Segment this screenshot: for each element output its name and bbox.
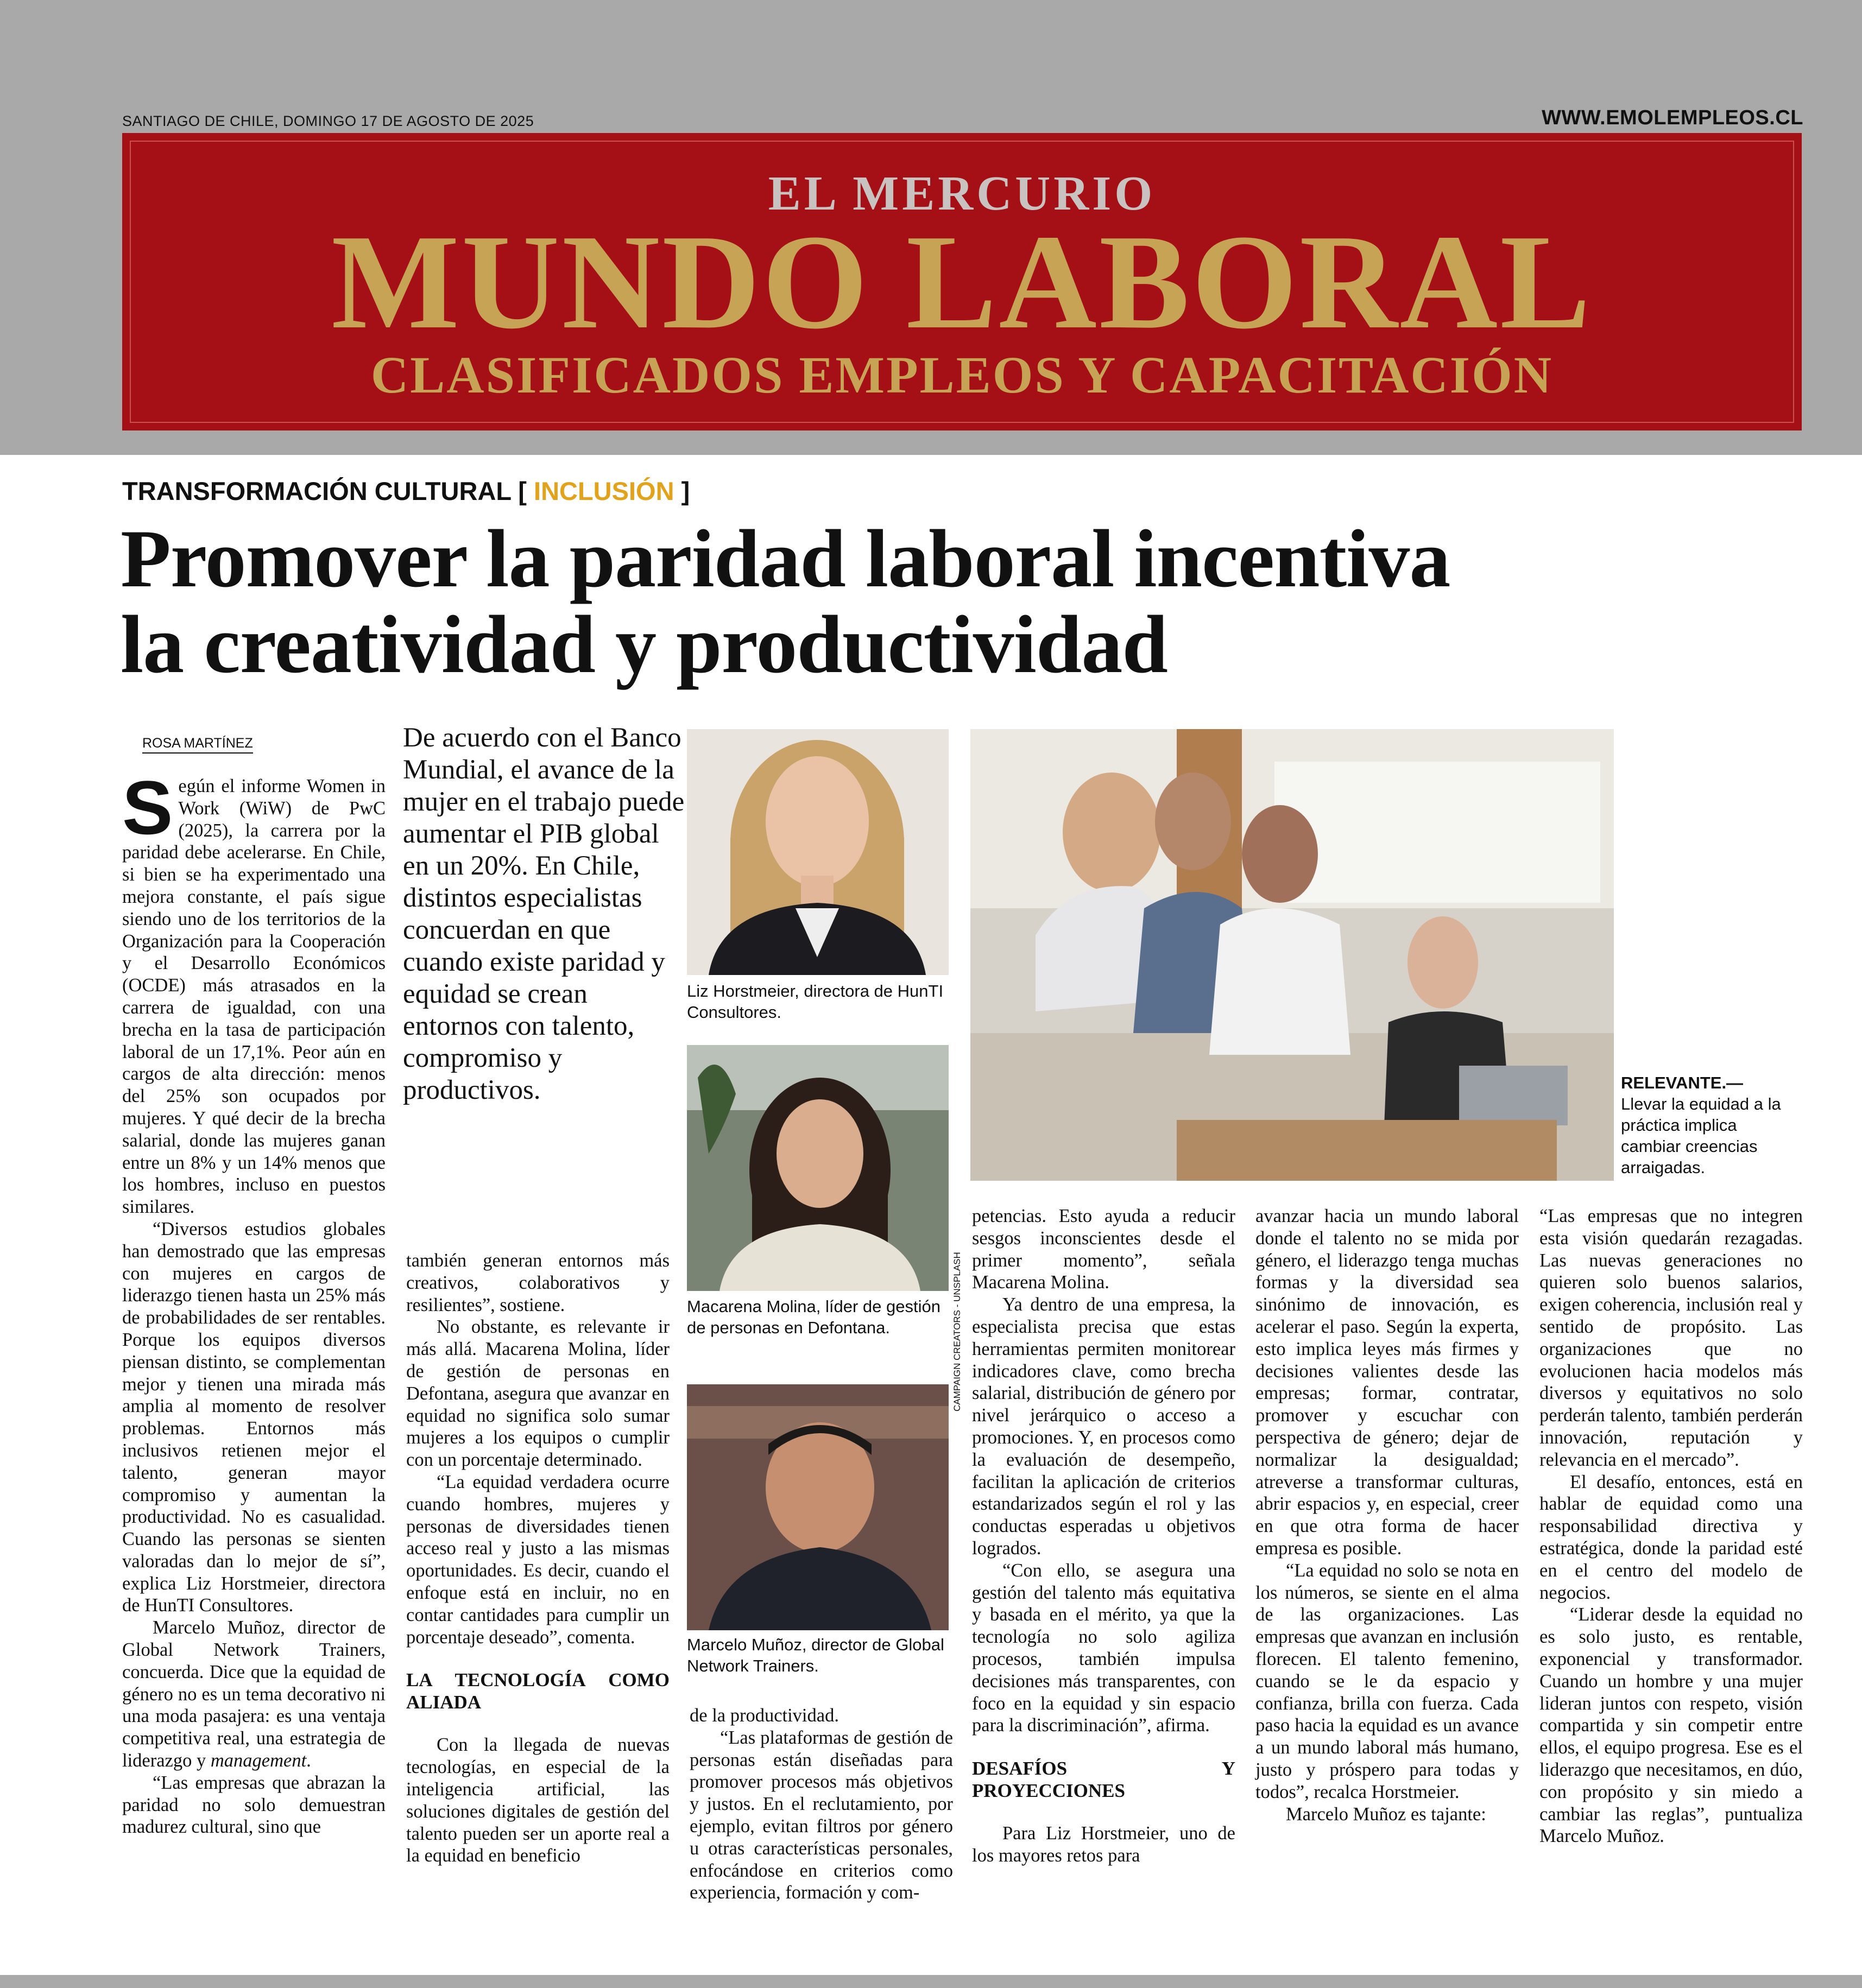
paragraph: “La equidad no solo se nota en los números, se siente en el alma de las organizaciones. Las empresas que avanzan en inclusión florecen. El talento femenino, cuando se le da espacio y confianza, brilla con fuerza. Cada paso hacia la equidad es un avance a un mundo laboral más humano, justo y próspero para todas y todos”, recalca Horstmeier. bbox=[1255, 1560, 1519, 1802]
subheading: LA TECNOLOGÍA COMO ALIADA bbox=[406, 1669, 670, 1713]
caption-text: Llevar la equidad a la práctica implica cambiar creencias arraigadas. bbox=[1621, 1094, 1781, 1177]
headline-line-1: Promover la paridad laboral incentiva bbox=[121, 513, 1450, 604]
paragraph: Para Liz Horstmeier, uno de los mayores retos para bbox=[972, 1823, 1235, 1866]
paragraph: No obstante, es relevante ir más allá. Macarena Molina, líder de gestión de personas en Defontana, asegura que avanzar en equidad no significa solo sumar mujeres a los equipos o cumplir con un porcentaje determinado. bbox=[406, 1316, 670, 1471]
paragraph: El desafío, entonces, está en hablar de equidad como una responsabilidad directiva y estratégica, donde la paridad esté en el centro del modelo de negocios. bbox=[1539, 1471, 1803, 1603]
paragraph: petencias. Esto ayuda a reducir sesgos inconscientes desde el primer momento”, señala Macarena Molina. bbox=[972, 1206, 1235, 1293]
column-3 bbox=[690, 1705, 953, 1904]
drop-cap: S bbox=[122, 765, 173, 850]
paragraph: “Las empresas que no integren esta visión quedarán rezagadas. Las nuevas generaciones no quieren solo buenos salarios, exigen coherencia, inclusión real y sentido de propósito. Las organizaciones que no evolucionen hacia modelos más diversos y equitativos no solo perderán talento, también perderán innovación, reputación y relevancia en el mercado”. bbox=[1539, 1206, 1803, 1470]
paragraph: “Con ello, se asegura una gestión del talento más equitativa y basada en el mérito, ya que la tecnología no solo agiliza procesos, también impulsa decisiones más transparentes, con foco en la equidad y sin espacio para la discriminación”, afirma. bbox=[972, 1560, 1235, 1736]
subheading: DESAFÍOS Y PROYECCIONES bbox=[972, 1758, 1235, 1802]
kicker-open-bracket: [ bbox=[511, 477, 534, 505]
kicker bbox=[122, 476, 690, 506]
column-5 bbox=[1255, 1205, 1519, 1825]
paragraph: avanzar hacia un mundo laboral donde el talento no se mida por género, el liderazgo tenga muchas formas y la diversidad sea sinónimo de innovación, es acelerar el paso. Según la experta, esto implica leyes más firmes y decisiones valientes desde las empresas; formar, contratar, promover y escuchar con perspectiva de género; dejar de normalizar la desigualdad; atreverse a transformar culturas, abrir espacios y, en especial, creer en que otra forma de hacer empresa es posible. bbox=[1255, 1206, 1519, 1559]
paragraph: “Las plataformas de gestión de personas están diseñadas para promover procesos más objetivos y justos. En el reclutamiento, por ejemplo, evitan filtros por género u otras características personales, enfocándose en criterios como experiencia, formación y com- bbox=[690, 1727, 953, 1903]
paragraph: Según el informe Women in Work (WiW) de PwC (2025), la carrera por la paridad debe acelerarse. En Chile, si bien se ha experimentado una mejora constante, el país sigue siendo uno de los territorios de la Organización para la Cooperación y el Desarrollo Económicos (OCDE) más atrasados en la carrera de igualdad, con una brecha en la tasa de participación laboral de un 17,1%. Peor aún en cargos de alta dirección: menos del 25% son ocupados por mujeres. Y qué decir de la brecha salarial, donde las mujeres ganan entre un 8% y un 14% menos que los hombres, incluso en puestos similares. bbox=[122, 765, 386, 1218]
paragraph: Marcelo Muñoz es tajante: bbox=[1286, 1803, 1486, 1825]
office-team-photo-icon bbox=[970, 729, 1614, 1181]
caption-marcelo: Marcelo Muñoz, director de Global Network Trainers. bbox=[687, 1635, 944, 1675]
column-6 bbox=[1539, 1205, 1803, 1847]
paragraph: Marcelo Muñoz, director de Global Network Trainers, concuerda. Dice que la equidad de género no es un tema decorativo ni una moda pasajera: es una ventaja competitiva real, una estrategia de liderazgo y management. bbox=[122, 1617, 386, 1771]
column-2 bbox=[406, 1250, 670, 1867]
photo-team-meeting bbox=[970, 729, 1614, 1181]
paragraph: “Diversos estudios globales han demostrado que las empresas con mujeres en cargos de liderazgo tienen hasta un 25% más de probabilidades de ser rentables. Porque los equipos diversos piensan distinto, se complementan mejor y tienen una mirada más amplia al momento de resolver problemas. Entornos más inclusivos retienen mejor el talento, generan mayor compromiso y aumentan la productividad. No es casualidad. Cuando las personas se sienten valoradas dan lo mejor de sí”, explica Liz Horstmeier, directora de HunTI Consultores. bbox=[122, 1218, 386, 1616]
column-4 bbox=[972, 1205, 1235, 1867]
paragraph: Ya dentro de una empresa, la especialista precisa que estas herramientas permiten monitorear indicadores clave, como brecha salarial, distribución de género por nivel jerárquico o acceso a promociones. Y, en procesos como la evaluación de desempeño, facilitan la aplicación de criterios estandarizados según el rol y las conductas esperadas u objetivos logrados. bbox=[972, 1294, 1235, 1559]
section-subtitle: CLASIFICADOS EMPLEOS Y CAPACITACIÓN bbox=[370, 346, 1554, 404]
photo-marcelo-munoz bbox=[687, 1384, 949, 1630]
headline bbox=[121, 513, 1831, 691]
caption-liz: Liz Horstmeier, directora de HunTI Consultores. bbox=[687, 982, 944, 1022]
byline: ROSA MARTÍNEZ bbox=[142, 736, 253, 754]
photo-liz-horstmeier bbox=[687, 729, 949, 975]
brand-name: EL MERCURIO bbox=[768, 167, 1156, 220]
paragraph: “La equidad verdadera ocurre cuando hombres, mujeres y personas de diversidades tienen acceso real y justo a las mismas oportunidades. Es decir, cuando el enfoque está en incluir, no en contar cantidades para cumplir un porcentaje deseado”, comenta. bbox=[406, 1471, 670, 1648]
headline-line-2: la creatividad y productividad bbox=[121, 599, 1167, 691]
portrait-man-icon bbox=[687, 1384, 949, 1630]
kicker-close-bracket: ] bbox=[674, 477, 690, 505]
section-title: MUNDO LABORAL bbox=[331, 207, 1593, 357]
kicker-tag: INCLUSIÓN bbox=[534, 477, 674, 505]
portrait-woman-icon bbox=[687, 729, 949, 975]
paragraph: de la productividad. bbox=[690, 1705, 839, 1726]
caption-macarena: Macarena Molina, líder de gestión de personas en Defontana. bbox=[687, 1297, 941, 1337]
paragraph: también generan entornos más creativos, colaborativos y resilientes”, sostiene. bbox=[406, 1250, 670, 1315]
pull-quote: De acuerdo con el Banco Mundial, el avance de la mujer en el trabajo puede aumentar el PIB global en un 20%. En Chile, distintos especialistas concuerdan en que cuando existe paridad y equidad se crean entornos con talento, compromiso y productivos. bbox=[403, 723, 685, 1105]
column-1 bbox=[122, 765, 386, 1838]
dateline: SANTIAGO DE CHILE, DOMINGO 17 DE AGOSTO DE 2025 bbox=[122, 113, 534, 129]
portrait-woman-icon bbox=[687, 1045, 949, 1291]
photo-macarena-molina bbox=[687, 1045, 949, 1291]
paragraph: “Las empresas que abrazan la paridad no solo demuestran madurez cultural, sino que bbox=[122, 1772, 386, 1838]
paragraph: Con la llegada de nuevas tecnologías, en especial de la inteligencia artificial, las soluciones digitales de gestión del talento pueden ser un aporte real a la equidad en beneficio bbox=[406, 1734, 670, 1866]
website-link[interactable]: WWW.EMOLEMPLEOS.CL bbox=[1542, 106, 1803, 129]
kicker-section: TRANSFORMACIÓN CULTURAL bbox=[122, 477, 512, 505]
caption-main-photo bbox=[1621, 1072, 1784, 1178]
caption-label: RELEVANTE.— bbox=[1621, 1073, 1744, 1092]
photo-credit: CAMPAIGN CREATORS - UNSPLASH bbox=[952, 1252, 962, 1411]
masthead bbox=[122, 133, 1802, 430]
paragraph: “Liderar desde la equidad no es solo justo, es rentable, exponencial y transformador. Cuando un hombre y una mujer lideran juntos con respeto, visión compartida y sin competir entre ellos, el equipo progresa. Ese es el liderazgo que necesitamos, en dúo, con propósito y sin miedo a cambiar las reglas”, puntualiza Marcelo Muñoz. bbox=[1539, 1604, 1803, 1847]
